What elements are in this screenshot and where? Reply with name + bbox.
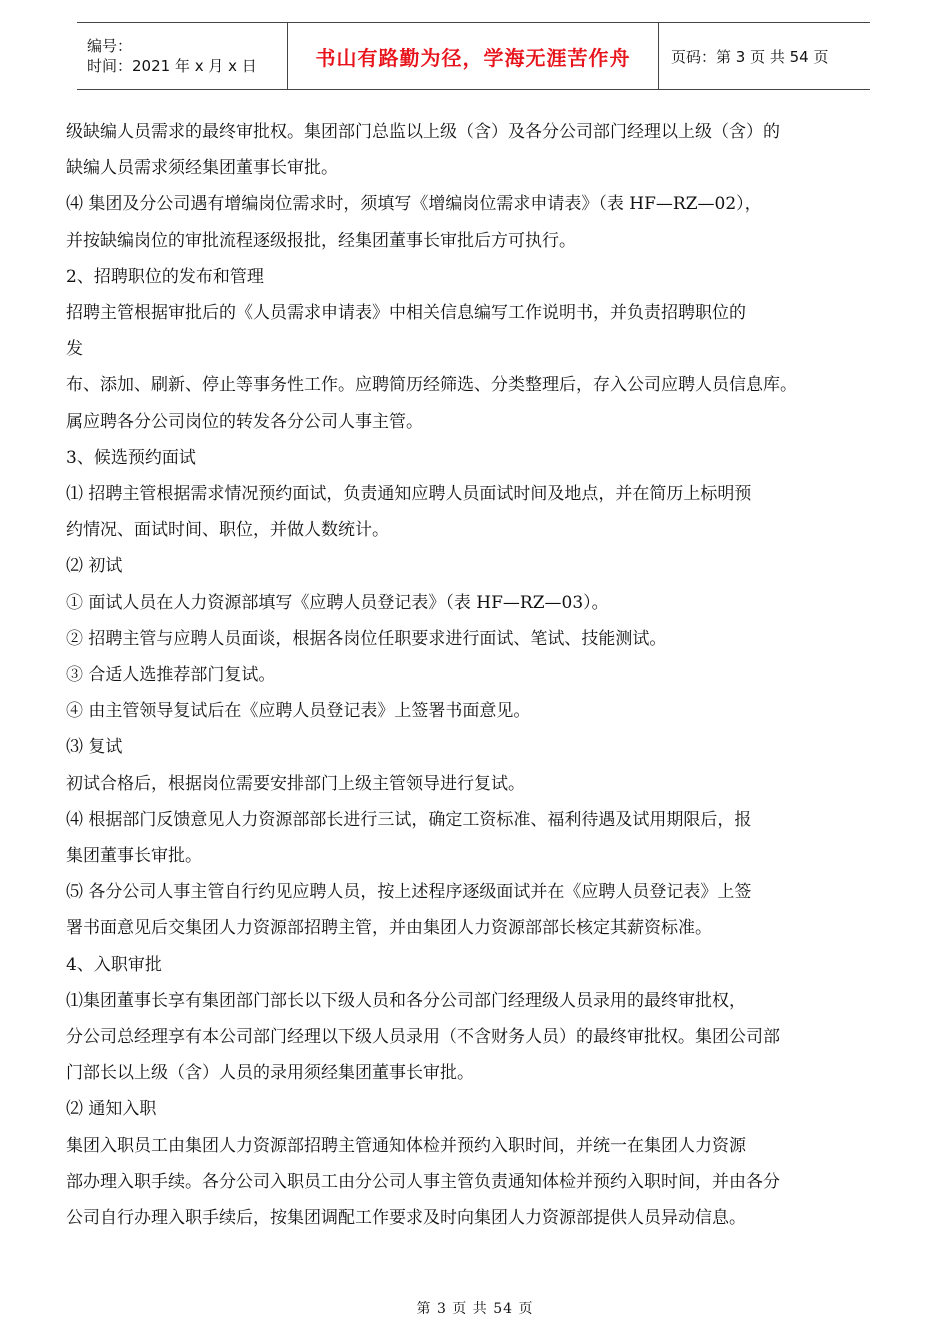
page-header [77, 22, 870, 90]
text-line: 3、候选预约面试 [66, 447, 196, 468]
text-line: ③ 合适人选推荐部门复试。 [66, 665, 276, 686]
text-line: ⑷ 根据部门反馈意见人力资源部部长进行三试，确定工资标准、福利待遇及试用期限后，报 [66, 809, 752, 830]
text-line: 布、添加、刷新、停止等事务性工作。应聘简历经筛选、分类整理后，存入公司应聘人员信息库。 [66, 375, 797, 396]
text-line: 约情况、面试时间、职位，并做人数统计。 [66, 520, 389, 541]
page-footer: 第 3 页 共 54 页 [416, 1301, 534, 1317]
text-line: 分公司总经理享有本公司部门经理以下级人员录用（不含财务人员）的最终审批权。集团公司部 [66, 1027, 780, 1048]
text-line: 缺编人员需求须经集团董事长审批。 [66, 158, 338, 179]
text-line: 发 [66, 339, 83, 360]
text-line: ⑶ 复试 [66, 737, 123, 758]
text-line: 并按缺编岗位的审批流程逐级报批，经集团董事长审批后方可执行。 [66, 230, 576, 251]
text-line: 集团董事长审批。 [66, 846, 202, 867]
text-line: ⑷ 集团及分公司遇有增编岗位需求时，须填写《增编岗位需求申请表》（表 HF—RZ—02）， [66, 194, 762, 215]
text-line: 署书面意见后交集团人力资源部招聘主管，并由集团人力资源部部长核定其薪资标准。 [66, 918, 712, 939]
header-motto: 书山有路勤为径，学海无涯苦作舟 [288, 23, 659, 90]
text-line: ⑴集团董事长享有集团部门部长以下级人员和各分公司部门经理级人员录用的最终审批权， [66, 990, 746, 1011]
header-meta [77, 23, 288, 90]
text-line: 属应聘各分公司岗位的转发各分公司人事主管。 [66, 411, 423, 432]
serial-label: 编号： [87, 37, 133, 55]
text-line: ② 招聘主管与应聘人员面谈，根据各岗位任职要求进行面试、笔试、技能测试。 [66, 628, 667, 649]
text-line: ① 面试人员在人力资源部填写《应聘人员登记表》（表 HF—RZ—03）。 [66, 592, 609, 613]
text-line: 2、招聘职位的发布和管理 [66, 266, 264, 287]
text-line: 集团入职员工由集团人力资源部招聘主管通知体检并预约入职时间，并统一在集团人力资源 [66, 1135, 746, 1156]
text-line: ⑸ 各分公司人事主管自行约见应聘人员，按上述程序逐级面试并在《应聘人员登记表》上签 [66, 882, 752, 903]
document-body [66, 114, 888, 1236]
text-line: 初试合格后，根据岗位需要安排部门上级主管领导进行复试。 [66, 773, 525, 794]
text-line: ④ 由主管领导复试后在《应聘人员登记表》上签署书面意见。 [66, 701, 531, 722]
text-line: ⑴ 招聘主管根据需求情况预约面试，负责通知应聘人员面试时间及地点，并在简历上标明预 [66, 484, 752, 505]
text-line: 门部长以上级（含）人员的录用须经集团董事长审批。 [66, 1063, 474, 1084]
time-label: 时间：2021 年 x 月 x 日 [87, 57, 257, 75]
text-line: 招聘主管根据审批后的《人员需求申请表》中相关信息编写工作说明书，并负责招聘职位的 [66, 303, 746, 324]
header-page-label: 页码：第 3 页 共 54 页 [659, 23, 871, 90]
text-line: ⑵ 通知入职 [66, 1099, 157, 1120]
text-line: 公司自行办理入职手续后，按集团调配工作要求及时向集团人力资源部提供人员异动信息。 [66, 1208, 746, 1229]
text-line: 4、入职审批 [66, 954, 162, 975]
text-line: ⑵ 初试 [66, 556, 123, 577]
text-line: 级缺编人员需求的最终审批权。集团部门总监以上级（含）及各分公司部门经理以上级（含）的 [66, 122, 780, 142]
text-line: 部办理入职手续。各分公司入职员工由分公司人事主管负责通知体检并预约入职时间，并由各分 [66, 1171, 780, 1192]
